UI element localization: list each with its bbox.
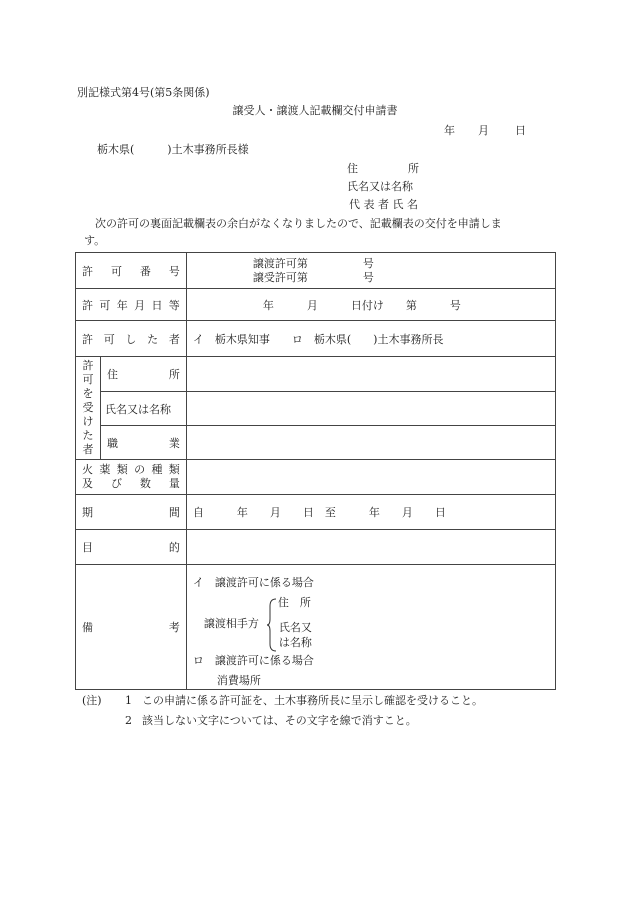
explosives-field[interactable]	[186, 460, 555, 495]
notes-label: (注)	[82, 694, 102, 707]
row-recipient-name	[76, 392, 556, 426]
addressee: 栃木県( )土木事務所長様	[97, 143, 249, 156]
applicant-address-label-2: 所	[408, 162, 419, 175]
row-purpose	[76, 530, 556, 565]
issuer-label: 許 可 し た 者	[76, 321, 187, 357]
remarks-name-label-2: は名称	[278, 636, 312, 649]
curly-brace-icon	[266, 598, 278, 652]
remarks-case-b: ロ 譲渡許可に係る場合	[192, 654, 314, 667]
body-text-line1: 次の許可の裏面記載欄表の余白がなくなりましたので、記載欄表の交付を申請しま	[95, 217, 502, 230]
note-1-number: 1	[125, 694, 132, 707]
applicant-address-label-1: 住	[347, 162, 358, 175]
row-issuer	[76, 321, 556, 357]
recipient-group-label: 許 可 を 受 け た 者	[76, 357, 101, 460]
remarks-party-label: 譲渡相手方	[203, 617, 259, 630]
row-permit-date	[76, 289, 556, 321]
permit-date-label: 許 可 年 月 日 等	[76, 289, 187, 321]
recipient-address-field[interactable]	[186, 357, 555, 392]
row-permit-number	[76, 253, 556, 289]
date-day: 日	[515, 124, 526, 137]
applicant-representative-label: 代 表 者 氏 名	[349, 198, 418, 211]
date-month: 月	[478, 124, 489, 137]
row-recipient-job	[76, 426, 556, 460]
remarks-place-label: 消費場所	[216, 674, 261, 687]
recipient-job-label: 職 業	[100, 426, 186, 460]
recipient-job-field[interactable]	[186, 426, 555, 460]
period-label: 期 間	[76, 495, 187, 530]
remarks-name-label-1: 氏名又	[278, 621, 312, 634]
issuer-field[interactable]	[186, 321, 555, 357]
period-field[interactable]	[186, 495, 555, 530]
permit-date-field[interactable]	[186, 289, 555, 321]
permit-number-field[interactable]	[186, 253, 555, 289]
period-value: 自 年 月 日 至 年 月 日	[192, 506, 446, 519]
applicant-name-label: 氏名又は名称	[347, 180, 413, 193]
note-1-text: この申請に係る許可証を、土木事務所長に呈示し確認を受けること。	[142, 694, 483, 707]
body-text-line2: す。	[84, 234, 106, 247]
remarks-address-label: 住 所	[277, 596, 311, 609]
purpose-label: 目 的	[76, 530, 187, 565]
issuer-value: イ 栃木県知事 ロ 栃木県( )土木事務所長	[192, 332, 444, 346]
date-year: 年	[444, 124, 455, 137]
purpose-field[interactable]	[186, 530, 555, 565]
row-remarks	[76, 565, 556, 690]
explosives-label: 火 薬 類 の 種 類 及 び 数 量	[76, 460, 187, 495]
application-form-table	[75, 252, 556, 690]
remarks-label: 備 考	[76, 565, 187, 690]
note-2-text: 該当しない文字については、その文字を線で消すこと。	[142, 714, 417, 727]
recipient-name-field[interactable]	[186, 392, 555, 426]
permit-receive-number: 譲受許可第 号	[252, 270, 374, 284]
row-explosives	[76, 460, 556, 495]
form-reference: 別記様式第4号(第5条関係)	[77, 86, 210, 99]
recipient-address-label: 住 所	[100, 357, 186, 392]
form-title: 譲受人・譲渡人記載欄交付申請書	[232, 104, 398, 117]
row-period	[76, 495, 556, 530]
permit-date-value: 年 月 日付け 第 号	[262, 298, 461, 312]
note-2-number: 2	[125, 714, 132, 727]
remarks-case-a: イ 譲渡許可に係る場合	[192, 576, 314, 589]
permit-transfer-number: 譲渡許可第 号	[252, 256, 374, 270]
remarks-field[interactable]	[186, 565, 555, 690]
permit-number-label: 許 可 番 号	[76, 253, 187, 289]
recipient-name-label: 氏名又は名称	[100, 392, 186, 426]
row-recipient-address	[76, 357, 556, 392]
